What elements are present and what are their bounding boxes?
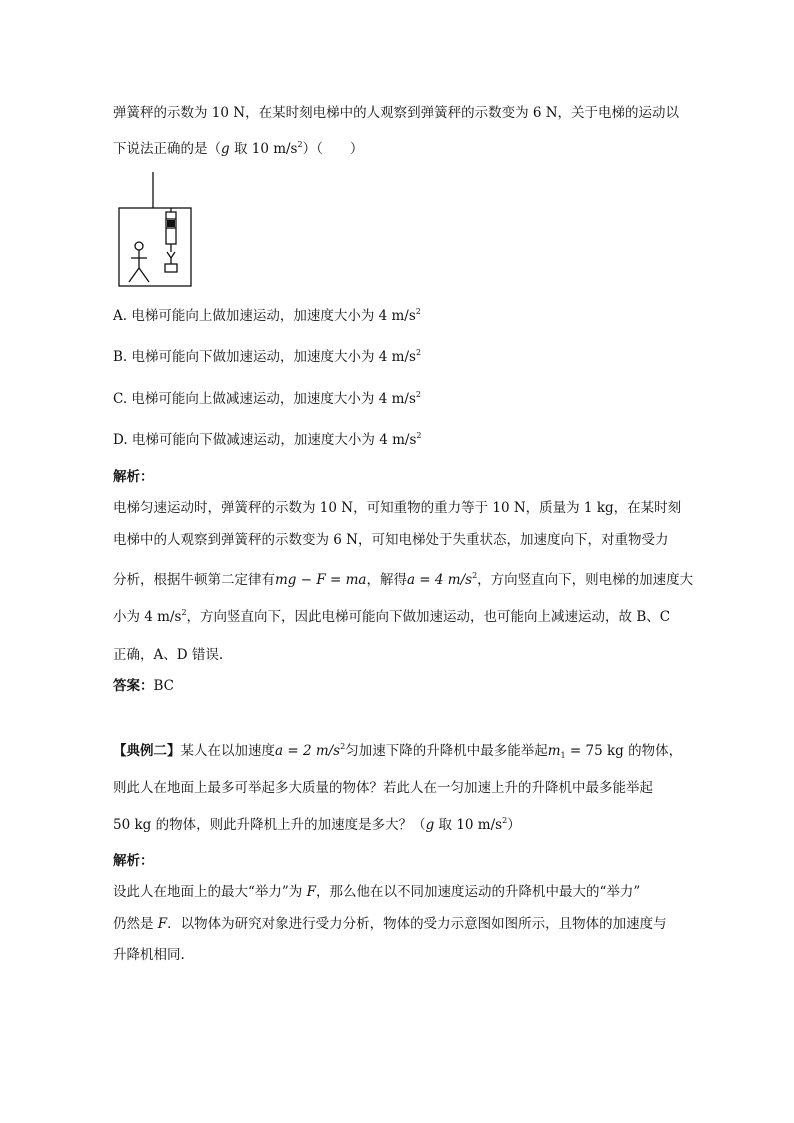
example-2-line-1-c: = 75 kg 的物体，: [565, 743, 683, 759]
analysis-1-line-4-post: ，方向竖直向下，因此电梯可能向下做加速运动，也可能向上减速运动，故 B、C: [186, 609, 671, 625]
g-symbol: g: [221, 141, 230, 157]
answer-1: [113, 676, 174, 696]
analysis-1-line-5: 正确，A、D 错误.: [113, 647, 224, 663]
person-head: [135, 242, 143, 250]
question-line-2-pre: 下说法正确的是（: [113, 141, 221, 157]
example-2-line-2: 则此人在地面上最多可举起多大质量的物体？若此人在一匀加速上升的升降机中最多能举起: [113, 780, 653, 796]
option-a-exponent: 2: [415, 307, 421, 316]
acceleration-exponent: 2: [472, 571, 478, 580]
analysis-1-line-4-pre: 小为 4 m/s: [113, 609, 182, 625]
mass-symbol: m: [547, 743, 561, 759]
option-a-text: A. 电梯可能向上做加速运动，加速度大小为 4 m/s: [113, 308, 416, 324]
question-line-1: 弹簧秤的示数为 10 N，在某时刻电梯中的人观察到弹簧秤的示数变为 6 N，关于电梯的运动以: [113, 105, 680, 121]
example-2-line-1-b: 匀加速下降的升降机中最多能举起: [345, 743, 548, 759]
analysis-2-line-2-post: ．以物体为研究对象进行受力分析，物体的受力示意图如图所示，且物体的加速度与: [167, 916, 667, 932]
option-d: [113, 430, 421, 450]
analysis-1-line-4: [113, 607, 670, 627]
spring-scale-indicator: [167, 220, 175, 227]
answer-1-label: 答案：: [113, 678, 154, 694]
question-line-2: [113, 139, 363, 159]
spring-scale-lower-hook: [167, 252, 175, 258]
newton-formula: mg − F = ma: [275, 572, 367, 588]
example-2-line-3-post: ）: [507, 817, 521, 833]
elevator-figure: [115, 172, 195, 288]
analysis-2-line-3: 升降机相同.: [113, 947, 185, 963]
hanging-weight: [165, 264, 177, 272]
acceleration-result: a = 4 m/s: [406, 572, 473, 588]
mass-subscript: 1: [560, 751, 566, 760]
example-2-tag: 【典例二】: [113, 743, 181, 759]
analysis-2-line-2-pre: 仍然是: [113, 916, 158, 932]
g-unit-exponent: 2: [297, 140, 303, 149]
person-legs: [129, 268, 149, 282]
g-value: 取 10 m/s: [229, 141, 298, 157]
example-2-acceleration: a = 2 m/s: [275, 743, 341, 759]
analysis-2-line-1-pre: 设此人在地面上的最大“举力”为: [113, 884, 307, 900]
option-d-text: D. 电梯可能向下做减速运动，加速度大小为 4 m/s: [113, 432, 417, 448]
analysis-1-line-3-mid: ，解得: [366, 572, 407, 588]
option-c-exponent: 2: [415, 390, 421, 399]
force-symbol: F: [306, 884, 316, 900]
elevator-box: [119, 208, 191, 286]
example-2-line-1-a: 某人在以加速度: [180, 743, 275, 759]
option-c-text: C. 电梯可能向上做减速运动，加速度大小为 4 m/s: [113, 391, 416, 407]
example-2-g-symbol: g: [425, 817, 435, 833]
example-2-g-value: 取 10 m/s: [434, 817, 503, 833]
analysis-2-line-1: [113, 882, 640, 902]
force-symbol-2: F: [157, 916, 168, 932]
example-2-line-1: [113, 741, 682, 761]
option-c: [113, 389, 421, 409]
answer-blank: ）（ ）: [302, 141, 364, 157]
option-b-exponent: 2: [415, 348, 422, 357]
analysis-1-line-3-post: ，方向竖直向下，则电梯的加速度大: [477, 572, 694, 588]
analysis-1-line-2: 电梯中的人观察到弹簧秤的示数变为 6 N，可知电梯处于失重状态，加速度向下，对重物受力: [113, 532, 669, 548]
analysis-1-line-3: [113, 570, 693, 590]
analysis-2-line-2: [113, 914, 667, 934]
analysis-1-line-3-pre: 分析，根据牛顿第二定律有: [113, 572, 275, 588]
example-2-line-3: [113, 815, 521, 835]
example-2-acceleration-exponent: 2: [340, 742, 346, 751]
option-b-text: B. 电梯可能向下做加速运动，加速度大小为 4 m/s: [113, 349, 416, 365]
analysis-1-heading: 解析：: [113, 469, 154, 485]
option-d-exponent: 2: [416, 431, 422, 440]
analysis-2-heading: 解析：: [113, 853, 154, 869]
answer-1-value: BC: [153, 678, 175, 694]
analysis-1-line-4-exponent: 2: [181, 608, 187, 617]
option-a: [113, 306, 421, 326]
analysis-1-line-1: 电梯匀速运动时，弹簧秤的示数为 10 N，可知重物的重力等于 10 N，质量为 1 kg，在某时刻: [113, 500, 682, 516]
analysis-2-line-1-post: ，那么他在以不同加速度运动的升降机中最大的“举力”: [315, 884, 641, 900]
example-2-line-3-pre: 50 kg 的物体，则此升降机上升的加速度是多大？（: [113, 817, 426, 833]
example-2-g-exponent: 2: [502, 816, 508, 825]
option-b: [113, 347, 421, 367]
